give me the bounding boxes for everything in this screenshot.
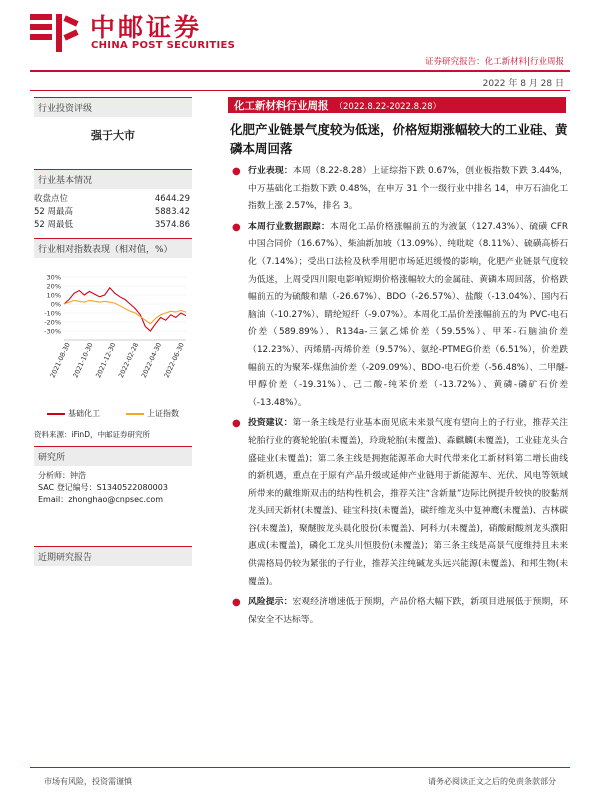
rating-title: 行业投资评级 bbox=[34, 97, 192, 117]
legend-item bbox=[47, 408, 100, 419]
bullet-dot-icon: ● bbox=[232, 418, 241, 430]
y-tick-label: 0% bbox=[50, 300, 61, 309]
report-date: 2022 年 8 月 28 日 bbox=[482, 79, 564, 89]
legend-label: 上证指数 bbox=[147, 409, 179, 418]
report-range: （2022.8.22-2022.8.28） bbox=[334, 102, 442, 112]
series-line-basic-chemicals bbox=[64, 288, 186, 331]
legend-item bbox=[126, 408, 179, 419]
x-tick-label: 2021-08-30 bbox=[48, 341, 72, 380]
stat-value: 5883.42 bbox=[154, 207, 190, 217]
bullet-data-tracking bbox=[230, 219, 568, 413]
x-tick-label: 2022-02-28 bbox=[116, 341, 141, 380]
footer-risk-note: 市场有风险，投资需谨慎 bbox=[44, 777, 132, 786]
chart-legend bbox=[34, 408, 192, 419]
bullet-dot-icon: ● bbox=[232, 221, 241, 233]
y-tick-label: 20% bbox=[46, 282, 61, 291]
bullet-text: 宏观经济增速低于预期，产品价格大幅下跌，新项目进展低于预期，环保安全不达标等。 bbox=[248, 597, 568, 625]
china-post-logo-icon bbox=[28, 10, 80, 56]
recent-reports-title: 近期研究报告 bbox=[34, 546, 192, 566]
bullet-risk bbox=[230, 594, 568, 629]
y-tick-label: -10% bbox=[44, 309, 61, 318]
analyst-name: 分析师：钟浩 bbox=[38, 471, 86, 480]
footer-divider bbox=[30, 767, 570, 768]
analyst-email[interactable]: Email：zhonghao@cnpsec.com bbox=[38, 495, 164, 504]
footer-disclaimer: 请务必阅读正文之后的免责条款部分 bbox=[428, 777, 556, 786]
legend-swatch-red bbox=[47, 413, 65, 415]
brand-name-english: CHINA POST SECURITIES bbox=[91, 40, 236, 51]
stats-table bbox=[34, 193, 192, 232]
stat-value: 4644.29 bbox=[154, 194, 190, 204]
breadcrumb: 证券研究报告：化工新材料|行业周报 bbox=[425, 57, 564, 67]
bullet-text: 本周（8.22-8.28）上证综指下跌 0.67%，创业板指数下跌 3.44%，中万基础化工指数下跌 0.48%，在申万 31 个一级行业中排名 14，申万石油化工指数上涨 2.57%，排名 3。 bbox=[248, 166, 568, 212]
stat-row bbox=[34, 206, 192, 219]
x-tick-label: 2021-10-30 bbox=[71, 341, 95, 380]
header-divider-2 bbox=[30, 90, 570, 91]
bullet-text: 第一条主线是行业基本面见底未来景气度有望向上的子行业，推荐关注轮胎行业的赛轮轮胎(未覆盖)，玲珑轮胎(未覆盖)、森麒麟(未覆盖)，工业硅龙头合盛硅业(未覆盖)；第二条主线是拥抱能源革命大时代带来化工新材料第二增长曲线的新机遇，重点在于原有产品升级或延伸产业链用于新能源车、光伏、风电等领域所带来的戴维斯双击的结构性机会，推荐关注“含新量”边际比例提升较快的胶黏剂龙头回天新材(未覆盖)、硅宝科技(未覆盖)，碳纤维龙头中复神鹰(未覆盖)、吉林碳谷(未覆盖)，聚醚胺龙头晨化股份(未覆盖)、阿科力(未覆盖)，硝酸耐酸剂龙头濮阳惠成(未覆盖)，磷化工龙头川恒股份(未覆盖)；第三条主线是高景气度维持且未来供需格局仍较为紧张的子行业，推荐关注纯碱龙头远兴能源(未覆盖)、和邦生物(未覆盖)。 bbox=[248, 418, 568, 587]
y-tick-label: 10% bbox=[46, 291, 61, 300]
x-tick-label: 2022-04-30 bbox=[139, 341, 164, 380]
report-title-bar bbox=[228, 97, 566, 113]
bullet-investment bbox=[230, 415, 568, 591]
legend-label: 基础化工 bbox=[68, 409, 100, 418]
analyst-info bbox=[34, 466, 192, 506]
basic-info-title: 行业基本情况 bbox=[34, 169, 192, 189]
bullet-performance bbox=[230, 163, 568, 216]
analyst-title: 研究所 bbox=[34, 446, 192, 466]
analyst-sac: SAC 登记编号：S1340522080003 bbox=[38, 483, 168, 492]
performance-title: 行业相对指数表现（相对值，%） bbox=[34, 238, 192, 258]
performance-chart bbox=[34, 262, 192, 419]
stat-row bbox=[34, 193, 192, 206]
y-tick-label: -20% bbox=[44, 318, 61, 327]
stat-row bbox=[34, 219, 192, 232]
performance-chart-svg bbox=[34, 262, 192, 402]
bullet-lead: 风险提示： bbox=[248, 597, 293, 608]
x-tick-label: 2022-06-30 bbox=[162, 341, 186, 380]
report-headline: 化肥产业链景气度较为低迷，价格短期涨幅较大的工业硅、黄磷本周回落 bbox=[230, 122, 568, 156]
report-title: 化工新材料行业周报 bbox=[234, 100, 329, 112]
bullet-lead: 行业表现： bbox=[248, 166, 293, 176]
y-tick-label: -30% bbox=[44, 327, 61, 336]
bullet-dot-icon: ● bbox=[232, 166, 241, 177]
brand-name: 中邮证券 bbox=[90, 13, 203, 42]
bullet-lead: 投资建议： bbox=[248, 418, 293, 429]
stat-label: 52 周最低 bbox=[34, 220, 74, 230]
stat-label: 52 周最高 bbox=[34, 207, 74, 217]
stat-label: 收盘点位 bbox=[34, 194, 69, 204]
stat-value: 3574.86 bbox=[154, 220, 190, 230]
bullet-lead: 本周行业数据跟踪： bbox=[248, 221, 331, 232]
industry-rating: 强于大市 bbox=[91, 129, 135, 142]
chart-source: 资料来源：iFinD，中邮证券研究所 bbox=[34, 430, 150, 439]
x-tick-label: 2021-12-30 bbox=[94, 341, 118, 380]
y-tick-label: 30% bbox=[46, 273, 61, 282]
legend-swatch-orange bbox=[126, 413, 144, 415]
sidebar bbox=[34, 97, 192, 566]
header-divider bbox=[30, 70, 570, 72]
bullet-dot-icon: ● bbox=[232, 597, 241, 609]
report-body bbox=[230, 163, 568, 632]
bullet-text: 本周化工品价格涨幅前五的为液氯（127.43%）、硫磺 CFR 中国合同价（16.67%）、柴油新加坡（13.09%）、纯吡啶（8.11%）、硫磺高桥石化（7.14%）；受出口法检及秋季用肥市场延迟缓慢的影响，化肥产业链景气度较为低迷，上周受四川限电影响短期价格涨幅较大的金属硅、黄磷本周回落，价格跌幅前五的为硫酸和鼎（-26.67%）、BDO（-26.57%）、盐酸（-13.04%）、国内石脑油（-10.27%）、睛纶短纤（-9.07%）。本周化工品价差涨幅前五的为 PVC-电石价差（589.89%）、R134a-三氯乙烯价差（59.55%）、甲苯-石脑油价差（12.23%）、丙烯腈-丙烯价差（9.57%）、氨纶-PTMEG价差（6.51%），价差跌幅前五的为聚苯-煤焦油价差（-209.09%）、BDO-电石价差（-56.48%）、二甲醚-甲醇价差（-19.31%）、己二酸-纯苯价差（-13.72%）、黄磷-磷矿石价差（-13.48%）。 bbox=[248, 221, 568, 408]
